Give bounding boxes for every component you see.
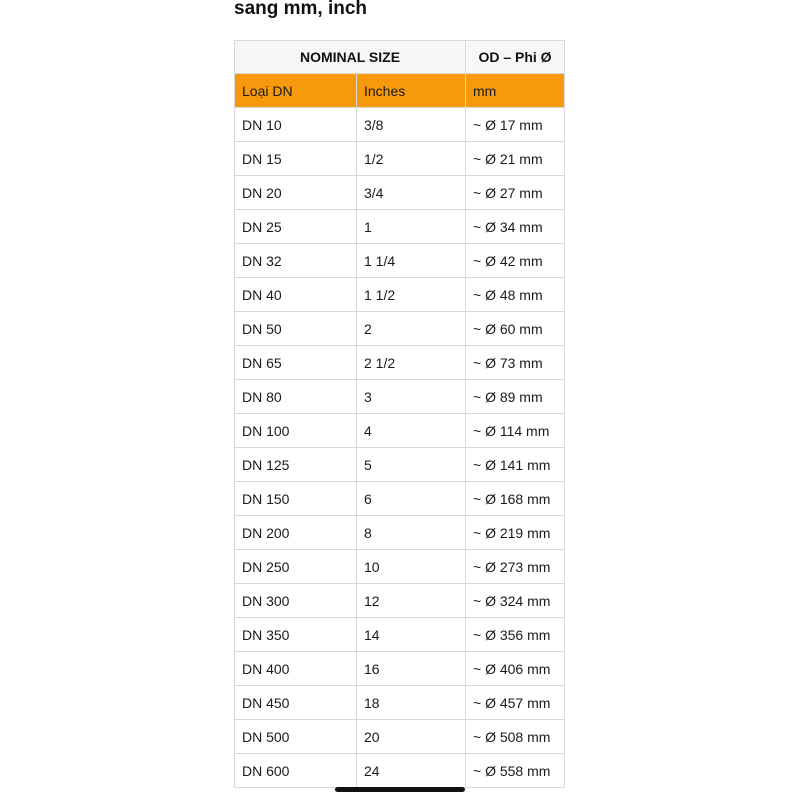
- cell-dn: DN 250: [235, 550, 357, 584]
- cell-dn: DN 100: [235, 414, 357, 448]
- cell-inches: 4: [357, 414, 466, 448]
- cell-inches: 6: [357, 482, 466, 516]
- cell-mm: ~ Ø 141 mm: [466, 448, 565, 482]
- cell-dn: DN 600: [235, 754, 357, 788]
- cell-mm: ~ Ø 60 mm: [466, 312, 565, 346]
- cell-dn: DN 300: [235, 584, 357, 618]
- table-row: [235, 720, 565, 754]
- cell-mm: ~ Ø 558 mm: [466, 754, 565, 788]
- cell-mm: ~ Ø 273 mm: [466, 550, 565, 584]
- table-row: [235, 652, 565, 686]
- cell-inches: 2: [357, 312, 466, 346]
- col-header-mm: mm: [466, 74, 565, 108]
- table-row: [235, 210, 565, 244]
- table-row: [235, 346, 565, 380]
- cell-inches: 1: [357, 210, 466, 244]
- cell-dn: DN 125: [235, 448, 357, 482]
- cell-inches: 1 1/4: [357, 244, 466, 278]
- cell-inches: 14: [357, 618, 466, 652]
- table-row: [235, 244, 565, 278]
- cell-dn: DN 40: [235, 278, 357, 312]
- col-header-dn: Loại DN: [235, 74, 357, 108]
- table-row: [235, 754, 565, 788]
- cell-mm: ~ Ø 42 mm: [466, 244, 565, 278]
- table-row: [235, 550, 565, 584]
- cell-dn: DN 32: [235, 244, 357, 278]
- cell-inches: 24: [357, 754, 466, 788]
- table-row: [235, 686, 565, 720]
- cell-inches: 5: [357, 448, 466, 482]
- cell-mm: ~ Ø 356 mm: [466, 618, 565, 652]
- cell-mm: ~ Ø 457 mm: [466, 686, 565, 720]
- cell-inches: 3: [357, 380, 466, 414]
- cell-inches: 2 1/2: [357, 346, 466, 380]
- cell-mm: ~ Ø 406 mm: [466, 652, 565, 686]
- table-row: [235, 584, 565, 618]
- cell-inches: 3/4: [357, 176, 466, 210]
- cell-dn: DN 10: [235, 108, 357, 142]
- table-row: [235, 482, 565, 516]
- cell-inches: 20: [357, 720, 466, 754]
- cell-dn: DN 65: [235, 346, 357, 380]
- col-header-inches: Inches: [357, 74, 466, 108]
- cell-mm: ~ Ø 17 mm: [466, 108, 565, 142]
- table-row: [235, 448, 565, 482]
- table-group-header: [235, 41, 565, 74]
- table-row: [235, 108, 565, 142]
- cell-mm: ~ Ø 27 mm: [466, 176, 565, 210]
- cell-dn: DN 20: [235, 176, 357, 210]
- table-row: [235, 380, 565, 414]
- cell-dn: DN 80: [235, 380, 357, 414]
- cell-dn: DN 350: [235, 618, 357, 652]
- table-row: [235, 312, 565, 346]
- cell-inches: 10: [357, 550, 466, 584]
- cell-mm: ~ Ø 89 mm: [466, 380, 565, 414]
- home-indicator[interactable]: [335, 787, 465, 792]
- table-row: [235, 176, 565, 210]
- cell-dn: DN 50: [235, 312, 357, 346]
- table-column-header: [235, 74, 565, 108]
- table-row: [235, 142, 565, 176]
- cell-mm: ~ Ø 34 mm: [466, 210, 565, 244]
- cell-mm: ~ Ø 48 mm: [466, 278, 565, 312]
- cell-mm: ~ Ø 324 mm: [466, 584, 565, 618]
- page-title: sang mm, inch: [234, 0, 368, 19]
- cell-inches: 8: [357, 516, 466, 550]
- cell-inches: 12: [357, 584, 466, 618]
- cell-mm: ~ Ø 508 mm: [466, 720, 565, 754]
- cell-mm: ~ Ø 73 mm: [466, 346, 565, 380]
- cell-inches: 16: [357, 652, 466, 686]
- nominal-size-header: NOMINAL SIZE: [235, 41, 466, 74]
- cell-mm: ~ Ø 114 mm: [466, 414, 565, 448]
- cell-dn: DN 15: [235, 142, 357, 176]
- cell-mm: ~ Ø 21 mm: [466, 142, 565, 176]
- cell-mm: ~ Ø 168 mm: [466, 482, 565, 516]
- pipe-size-table: [234, 40, 565, 788]
- cell-inches: 3/8: [357, 108, 466, 142]
- cell-dn: DN 400: [235, 652, 357, 686]
- cell-dn: DN 25: [235, 210, 357, 244]
- cell-dn: DN 150: [235, 482, 357, 516]
- table-row: [235, 516, 565, 550]
- cell-inches: 18: [357, 686, 466, 720]
- cell-dn: DN 200: [235, 516, 357, 550]
- cell-dn: DN 500: [235, 720, 357, 754]
- cell-dn: DN 450: [235, 686, 357, 720]
- table-row: [235, 278, 565, 312]
- cell-mm: ~ Ø 219 mm: [466, 516, 565, 550]
- table-row: [235, 414, 565, 448]
- cell-inches: 1/2: [357, 142, 466, 176]
- cell-inches: 1 1/2: [357, 278, 466, 312]
- table-row: [235, 618, 565, 652]
- od-header: OD – Phi Ø: [466, 41, 565, 74]
